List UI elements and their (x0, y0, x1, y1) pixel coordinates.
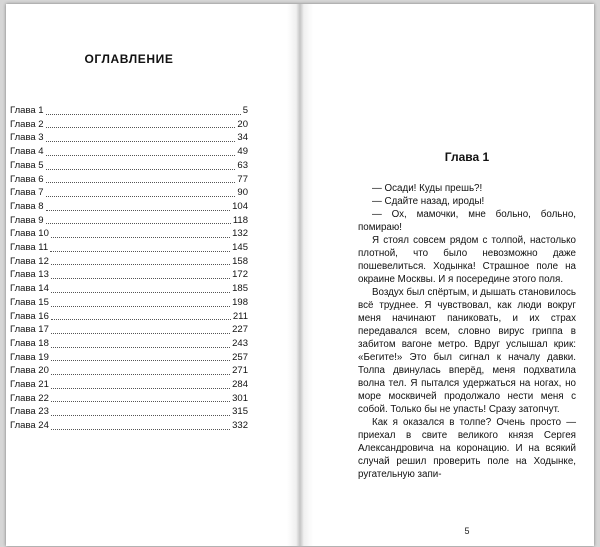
toc-entry[interactable] (10, 159, 248, 173)
toc-entry-page: 332 (232, 420, 248, 432)
toc-leader-dots (46, 141, 236, 142)
toc-entry-page: 5 (242, 105, 248, 116)
toc-entry-label: Глава 24 (10, 420, 49, 432)
toc-entry-label: Глава 12 (10, 255, 49, 267)
toc-entry-page: 77 (237, 173, 248, 185)
toc-leader-dots (46, 114, 241, 115)
toc-leader-dots (46, 210, 231, 211)
chapter-title: Глава 1 (444, 150, 490, 164)
toc-entry[interactable] (10, 118, 248, 132)
toc-entry-page: 243 (232, 337, 248, 349)
toc-entry[interactable] (10, 323, 248, 337)
toc-entry-label: Глава 17 (10, 324, 49, 336)
toc-entry-label: Глава 5 (10, 159, 44, 171)
toc-leader-dots (46, 196, 236, 197)
toc-entry[interactable] (10, 419, 248, 433)
toc-entry-page: 211 (232, 310, 248, 322)
toc-entry-label: Глава 7 (10, 187, 44, 199)
toc-entry-label: Глава 9 (10, 214, 44, 226)
toc-entry-label: Глава 22 (10, 392, 49, 404)
toc-leader-dots (51, 264, 230, 265)
toc-leader-dots (51, 237, 230, 238)
toc-entry[interactable] (10, 282, 248, 296)
toc-leader-dots (51, 319, 231, 320)
toc-leader-dots (46, 182, 236, 183)
toc-entry-label: Глава 10 (10, 228, 49, 240)
toc-entry-page: 63 (237, 159, 248, 171)
paragraph: Я стоял совсем рядом с толпой, настолько плотной, что было невозможно даже пошевелиться. Ходынка! Страшное поле на окраине Москвы. И я посередине этого поля. (358, 235, 576, 285)
toc-entry[interactable] (10, 392, 248, 406)
toc-leader-dots (46, 169, 236, 170)
toc-leader-dots (51, 278, 230, 279)
toc-page (6, 4, 300, 546)
toc-entry-page: 104 (232, 200, 248, 212)
toc-entry[interactable] (10, 227, 248, 241)
toc-entry[interactable] (10, 200, 248, 214)
toc-entry-page: 284 (232, 379, 248, 391)
toc-leader-dots (51, 401, 230, 402)
toc-entry-page: 172 (232, 269, 248, 281)
toc-entry[interactable] (10, 241, 248, 255)
toc-entry[interactable] (10, 405, 248, 419)
paragraph: Как я оказался в толпе? Очень просто — приехал в свите великого князя Сергея Александровича на коронацию. И на всякий случай решил проверить поле на Ходынке, ругательную запи- (358, 417, 576, 480)
toc-leader-dots (46, 223, 231, 224)
toc-entry-label: Глава 19 (10, 351, 49, 363)
toc-entry-label: Глава 4 (10, 146, 44, 158)
toc-entry-page: 271 (232, 365, 248, 377)
toc-leader-dots (46, 155, 236, 156)
toc-entry[interactable] (10, 255, 248, 269)
toc-entry-page: 185 (232, 283, 248, 295)
toc-entry-page: 145 (232, 242, 248, 254)
toc-entry[interactable] (10, 186, 248, 200)
toc-entry-label: Глава 13 (10, 269, 49, 281)
toc-entry-label: Глава 2 (10, 118, 44, 130)
toc-entry[interactable] (10, 145, 248, 159)
toc-entry-page: 227 (232, 324, 248, 336)
paragraph: — Ох, мамочки, мне больно, больно, помираю! (358, 209, 576, 233)
toc-entry-label: Глава 15 (10, 296, 49, 308)
toc-leader-dots (51, 429, 230, 430)
toc-leader-dots (51, 306, 230, 307)
toc-entry-page: 118 (232, 214, 248, 226)
toc-entry-page: 20 (237, 118, 248, 130)
toc-entry[interactable] (10, 268, 248, 282)
toc-title: ОГЛАВЛЕНИЕ (84, 52, 174, 66)
toc-entry[interactable] (10, 378, 248, 392)
toc-entry[interactable] (10, 364, 248, 378)
toc-leader-dots (50, 251, 230, 252)
toc-leader-dots (46, 127, 236, 128)
toc-entry-label: Глава 6 (10, 173, 44, 185)
toc-entry[interactable] (10, 104, 248, 118)
toc-leader-dots (51, 360, 230, 361)
toc-entry-page: 301 (232, 392, 248, 404)
toc-entry-label: Глава 20 (10, 365, 49, 377)
toc-entry-label: Глава 21 (10, 379, 49, 391)
toc-entry-label: Глава 16 (10, 310, 49, 322)
toc-entry[interactable] (10, 173, 248, 187)
toc-entry-label: Глава 11 (10, 242, 49, 254)
toc-entry[interactable] (10, 214, 248, 228)
chapter-text (358, 182, 576, 481)
toc-entry-label: Глава 3 (10, 132, 44, 144)
toc-entry-page: 257 (232, 351, 248, 363)
toc-list (10, 104, 248, 433)
paragraph: — Сдайте назад, ироды! (372, 196, 485, 207)
toc-entry-label: Глава 18 (10, 337, 49, 349)
book-spread (6, 4, 594, 546)
toc-entry[interactable] (10, 351, 248, 365)
toc-entry-label: Глава 23 (10, 406, 49, 418)
toc-entry-page: 315 (232, 406, 248, 418)
toc-entry[interactable] (10, 296, 248, 310)
toc-entry-page: 198 (232, 296, 248, 308)
toc-leader-dots (51, 415, 230, 416)
toc-entry-page: 49 (237, 146, 248, 158)
toc-leader-dots (51, 333, 230, 334)
toc-leader-dots (51, 388, 230, 389)
toc-entry-page: 132 (232, 228, 248, 240)
paragraph: — Осади! Куды прешь?! (372, 183, 483, 194)
toc-leader-dots (51, 292, 230, 293)
toc-entry-page: 158 (232, 255, 248, 267)
paragraph: Воздух был спёртым, и дышать становилось всё труднее. Я чувствовал, как люди вокруг меня начинают паниковать, и их страх передавался всем, словно вирус гриппа в забитом вагоне метро. Вдруг услышал крик: «Бегите!» Это был сигнал к началу давки. Толпа двинулась вперёд, меня подхватила волна тел. Я пытался удержаться на ногах, но море москвичей продолжало нести меня с собой. Только бы не упасть! Сразу затопчут. (358, 287, 576, 415)
toc-entry[interactable] (10, 131, 248, 145)
toc-entry-label: Глава 14 (10, 283, 49, 295)
toc-entry[interactable] (10, 337, 248, 351)
toc-entry[interactable] (10, 310, 248, 324)
page-number: 5 (464, 526, 470, 536)
toc-entry-label: Глава 8 (10, 200, 44, 212)
toc-entry-page: 34 (237, 132, 248, 144)
toc-leader-dots (51, 347, 230, 348)
toc-entry-label: Глава 1 (10, 105, 44, 116)
toc-leader-dots (51, 374, 230, 375)
toc-entry-page: 90 (237, 187, 248, 199)
chapter-page (300, 4, 594, 546)
